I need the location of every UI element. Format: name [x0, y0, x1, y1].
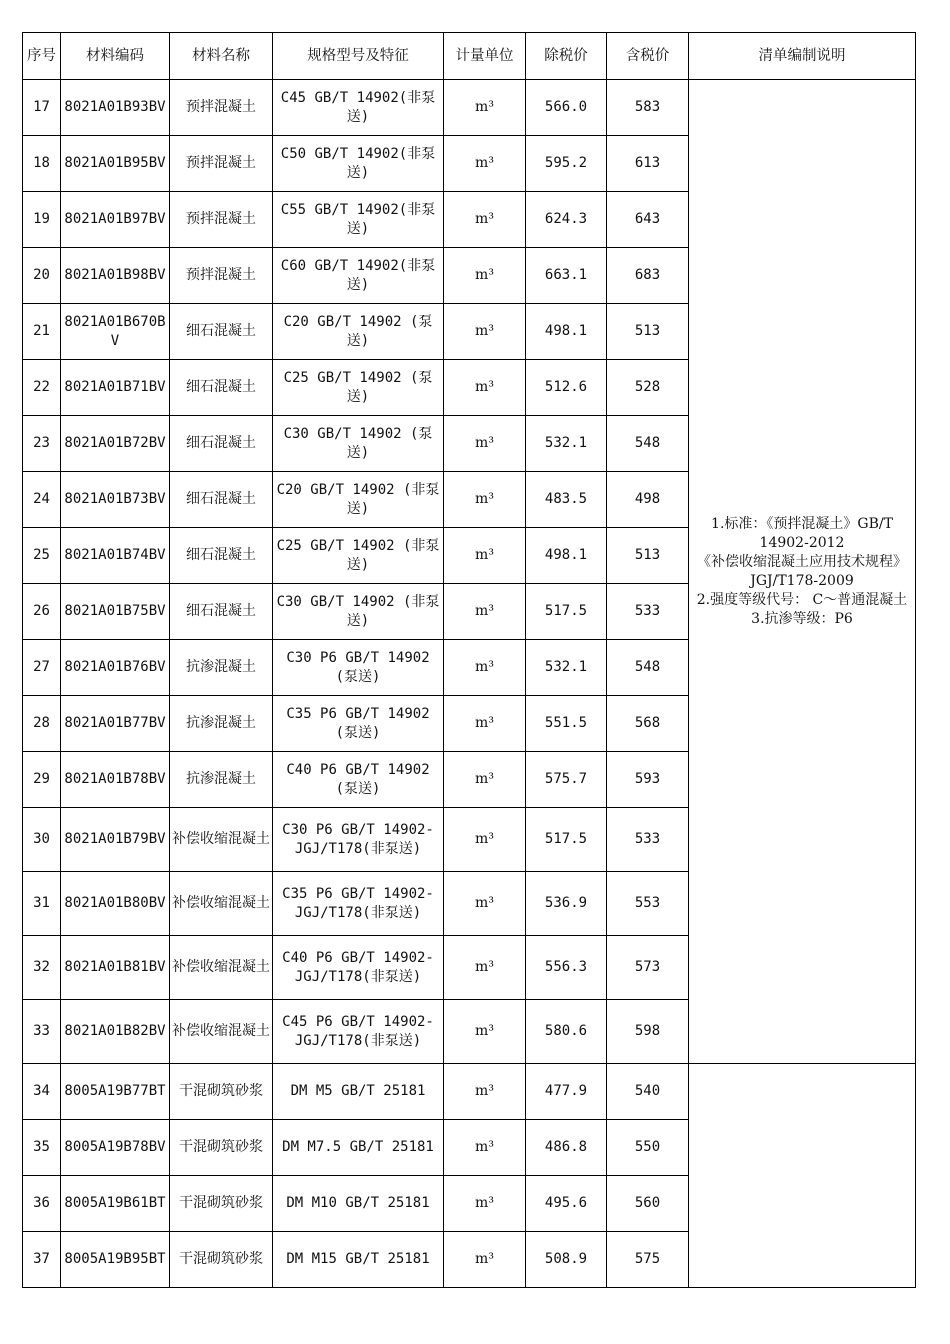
price-ex-tax-cell: 495.6	[526, 1176, 607, 1232]
price-ex-tax-cell: 580.6	[526, 1000, 607, 1064]
price-in-tax-cell: 643	[607, 192, 689, 248]
header-price-in-tax: 含税价	[607, 33, 689, 80]
row-number-cell: 36	[23, 1176, 61, 1232]
price-ex-tax-cell: 477.9	[526, 1064, 607, 1120]
unit-cell: m³	[444, 248, 526, 304]
row-number-cell: 19	[23, 192, 61, 248]
material-name-cell: 抗渗混凝土	[170, 696, 273, 752]
unit-cell: m³	[444, 1120, 526, 1176]
row-number-cell: 26	[23, 584, 61, 640]
unit-cell: m³	[444, 416, 526, 472]
spec-model-cell: DM M10 GB/T 25181	[273, 1176, 444, 1232]
spec-model-cell: DM M15 GB/T 25181	[273, 1232, 444, 1288]
row-number-cell: 29	[23, 752, 61, 808]
material-name-cell: 补偿收缩混凝土	[170, 1000, 273, 1064]
spec-model-cell: C20 GB/T 14902 (非泵送)	[273, 472, 444, 528]
table-row	[23, 1064, 916, 1120]
price-in-tax-cell: 560	[607, 1176, 689, 1232]
price-ex-tax-cell: 595.2	[526, 136, 607, 192]
spec-model-cell: C20 GB/T 14902 (泵送)	[273, 304, 444, 360]
price-ex-tax-cell: 532.1	[526, 416, 607, 472]
material-code-cell: 8021A01B77BV	[61, 696, 170, 752]
material-name-cell: 预拌混凝土	[170, 80, 273, 136]
price-ex-tax-cell: 551.5	[526, 696, 607, 752]
price-in-tax-cell: 575	[607, 1232, 689, 1288]
material-name-cell: 细石混凝土	[170, 584, 273, 640]
material-code-cell: 8021A01B74BV	[61, 528, 170, 584]
unit-cell: m³	[444, 936, 526, 1000]
spec-model-cell: DM M7.5 GB/T 25181	[273, 1120, 444, 1176]
unit-cell: m³	[444, 136, 526, 192]
price-in-tax-cell: 513	[607, 528, 689, 584]
material-code-cell: 8005A19B95BT	[61, 1232, 170, 1288]
row-number-cell: 35	[23, 1120, 61, 1176]
material-code-cell: 8005A19B77BT	[61, 1064, 170, 1120]
price-ex-tax-cell: 536.9	[526, 872, 607, 936]
material-name-cell: 干混砌筑砂浆	[170, 1232, 273, 1288]
unit-cell: m³	[444, 808, 526, 872]
header-unit: 计量单位	[444, 33, 526, 80]
material-name-cell: 补偿收缩混凝土	[170, 872, 273, 936]
material-name-cell: 预拌混凝土	[170, 248, 273, 304]
price-in-tax-cell: 683	[607, 248, 689, 304]
material-code-cell: 8005A19B78BV	[61, 1120, 170, 1176]
material-name-cell: 细石混凝土	[170, 416, 273, 472]
spec-model-cell: C35 P6 GB/T 14902 (泵送)	[273, 696, 444, 752]
material-name-cell: 抗渗混凝土	[170, 640, 273, 696]
unit-cell: m³	[444, 752, 526, 808]
price-in-tax-cell: 583	[607, 80, 689, 136]
price-in-tax-cell: 528	[607, 360, 689, 416]
material-code-cell: 8021A01B80BV	[61, 872, 170, 936]
unit-cell: m³	[444, 192, 526, 248]
price-ex-tax-cell: 486.8	[526, 1120, 607, 1176]
price-in-tax-cell: 613	[607, 136, 689, 192]
material-name-cell: 补偿收缩混凝土	[170, 808, 273, 872]
price-ex-tax-cell: 508.9	[526, 1232, 607, 1288]
material-name-cell: 抗渗混凝土	[170, 752, 273, 808]
unit-cell: m³	[444, 872, 526, 936]
row-number-cell: 24	[23, 472, 61, 528]
material-name-cell: 预拌混凝土	[170, 136, 273, 192]
material-name-cell: 干混砌筑砂浆	[170, 1064, 273, 1120]
unit-cell: m³	[444, 360, 526, 416]
material-name-cell: 细石混凝土	[170, 304, 273, 360]
row-number-cell: 17	[23, 80, 61, 136]
spec-model-cell: C30 P6 GB/T 14902-JGJ/T178(非泵送)	[273, 808, 444, 872]
material-code-cell: 8021A01B75BV	[61, 584, 170, 640]
price-in-tax-cell: 533	[607, 584, 689, 640]
header-code: 材料编码	[61, 33, 170, 80]
unit-cell: m³	[444, 304, 526, 360]
row-number-cell: 28	[23, 696, 61, 752]
unit-cell: m³	[444, 472, 526, 528]
material-code-cell: 8021A01B81BV	[61, 936, 170, 1000]
unit-cell: m³	[444, 1176, 526, 1232]
row-number-cell: 20	[23, 248, 61, 304]
price-ex-tax-cell: 566.0	[526, 80, 607, 136]
price-in-tax-cell: 548	[607, 640, 689, 696]
unit-cell: m³	[444, 696, 526, 752]
spec-model-cell: C60 GB/T 14902(非泵送)	[273, 248, 444, 304]
material-code-cell: 8021A01B76BV	[61, 640, 170, 696]
spec-model-cell: C25 GB/T 14902 (泵送)	[273, 360, 444, 416]
row-number-cell: 23	[23, 416, 61, 472]
material-code-cell: 8021A01B670BV	[61, 304, 170, 360]
row-number-cell: 31	[23, 872, 61, 936]
unit-cell: m³	[444, 584, 526, 640]
price-in-tax-cell: 548	[607, 416, 689, 472]
spec-model-cell: C45 P6 GB/T 14902-JGJ/T178(非泵送)	[273, 1000, 444, 1064]
price-ex-tax-cell: 517.5	[526, 584, 607, 640]
notes-cell-group2	[689, 1064, 916, 1288]
price-ex-tax-cell: 532.1	[526, 640, 607, 696]
spec-model-cell: C55 GB/T 14902(非泵送)	[273, 192, 444, 248]
price-in-tax-cell: 540	[607, 1064, 689, 1120]
price-in-tax-cell: 553	[607, 872, 689, 936]
material-code-cell: 8021A01B71BV	[61, 360, 170, 416]
price-ex-tax-cell: 517.5	[526, 808, 607, 872]
spec-model-cell: C30 GB/T 14902 (泵送)	[273, 416, 444, 472]
price-table	[22, 32, 916, 1288]
material-code-cell: 8021A01B95BV	[61, 136, 170, 192]
row-number-cell: 22	[23, 360, 61, 416]
spec-model-cell: C30 P6 GB/T 14902 (泵送)	[273, 640, 444, 696]
unit-cell: m³	[444, 1232, 526, 1288]
material-name-cell: 细石混凝土	[170, 472, 273, 528]
header-row	[23, 33, 916, 80]
header-notes: 清单编制说明	[689, 33, 916, 80]
material-name-cell: 干混砌筑砂浆	[170, 1176, 273, 1232]
price-in-tax-cell: 550	[607, 1120, 689, 1176]
material-code-cell: 8021A01B79BV	[61, 808, 170, 872]
row-number-cell: 25	[23, 528, 61, 584]
row-number-cell: 30	[23, 808, 61, 872]
row-number-cell: 18	[23, 136, 61, 192]
header-no: 序号	[23, 33, 61, 80]
header-name: 材料名称	[170, 33, 273, 80]
spec-model-cell: C40 P6 GB/T 14902-JGJ/T178(非泵送)	[273, 936, 444, 1000]
spec-model-cell: C30 GB/T 14902 (非泵送)	[273, 584, 444, 640]
spec-model-cell: C25 GB/T 14902 (非泵送)	[273, 528, 444, 584]
price-in-tax-cell: 568	[607, 696, 689, 752]
row-number-cell: 32	[23, 936, 61, 1000]
price-in-tax-cell: 533	[607, 808, 689, 872]
unit-cell: m³	[444, 528, 526, 584]
material-code-cell: 8021A01B73BV	[61, 472, 170, 528]
row-number-cell: 37	[23, 1232, 61, 1288]
material-name-cell: 细石混凝土	[170, 528, 273, 584]
material-name-cell: 细石混凝土	[170, 360, 273, 416]
unit-cell: m³	[444, 1000, 526, 1064]
price-ex-tax-cell: 663.1	[526, 248, 607, 304]
material-code-cell: 8021A01B82BV	[61, 1000, 170, 1064]
price-ex-tax-cell: 556.3	[526, 936, 607, 1000]
material-code-cell: 8021A01B78BV	[61, 752, 170, 808]
material-code-cell: 8005A19B61BT	[61, 1176, 170, 1232]
row-number-cell: 33	[23, 1000, 61, 1064]
notes-cell-group1: 1.标准：《预拌混凝土》GB/T 14902-2012 《补偿收缩混凝土应用技术规程》JGJ/T178-2009 2.强度等级代号： C～普通混凝土 3.抗渗等级：P6	[689, 80, 916, 1064]
spec-model-cell: C40 P6 GB/T 14902 (泵送)	[273, 752, 444, 808]
row-number-cell: 34	[23, 1064, 61, 1120]
spec-model-cell: C35 P6 GB/T 14902-JGJ/T178(非泵送)	[273, 872, 444, 936]
spec-model-cell: C45 GB/T 14902(非泵送)	[273, 80, 444, 136]
table-row	[23, 80, 916, 136]
material-code-cell: 8021A01B72BV	[61, 416, 170, 472]
spec-model-cell: DM M5 GB/T 25181	[273, 1064, 444, 1120]
unit-cell: m³	[444, 640, 526, 696]
material-code-cell: 8021A01B93BV	[61, 80, 170, 136]
material-code-cell: 8021A01B98BV	[61, 248, 170, 304]
material-name-cell: 补偿收缩混凝土	[170, 936, 273, 1000]
price-ex-tax-cell: 498.1	[526, 528, 607, 584]
row-number-cell: 27	[23, 640, 61, 696]
header-spec: 规格型号及特征	[273, 33, 444, 80]
price-ex-tax-cell: 624.3	[526, 192, 607, 248]
row-number-cell: 21	[23, 304, 61, 360]
price-in-tax-cell: 513	[607, 304, 689, 360]
price-in-tax-cell: 498	[607, 472, 689, 528]
material-name-cell: 干混砌筑砂浆	[170, 1120, 273, 1176]
material-code-cell: 8021A01B97BV	[61, 192, 170, 248]
spec-model-cell: C50 GB/T 14902(非泵送)	[273, 136, 444, 192]
header-price-ex-tax: 除税价	[526, 33, 607, 80]
material-name-cell: 预拌混凝土	[170, 192, 273, 248]
price-ex-tax-cell: 483.5	[526, 472, 607, 528]
table-body	[23, 80, 916, 1288]
unit-cell: m³	[444, 1064, 526, 1120]
price-in-tax-cell: 593	[607, 752, 689, 808]
price-ex-tax-cell: 498.1	[526, 304, 607, 360]
price-in-tax-cell: 598	[607, 1000, 689, 1064]
price-ex-tax-cell: 512.6	[526, 360, 607, 416]
price-in-tax-cell: 573	[607, 936, 689, 1000]
price-ex-tax-cell: 575.7	[526, 752, 607, 808]
unit-cell: m³	[444, 80, 526, 136]
